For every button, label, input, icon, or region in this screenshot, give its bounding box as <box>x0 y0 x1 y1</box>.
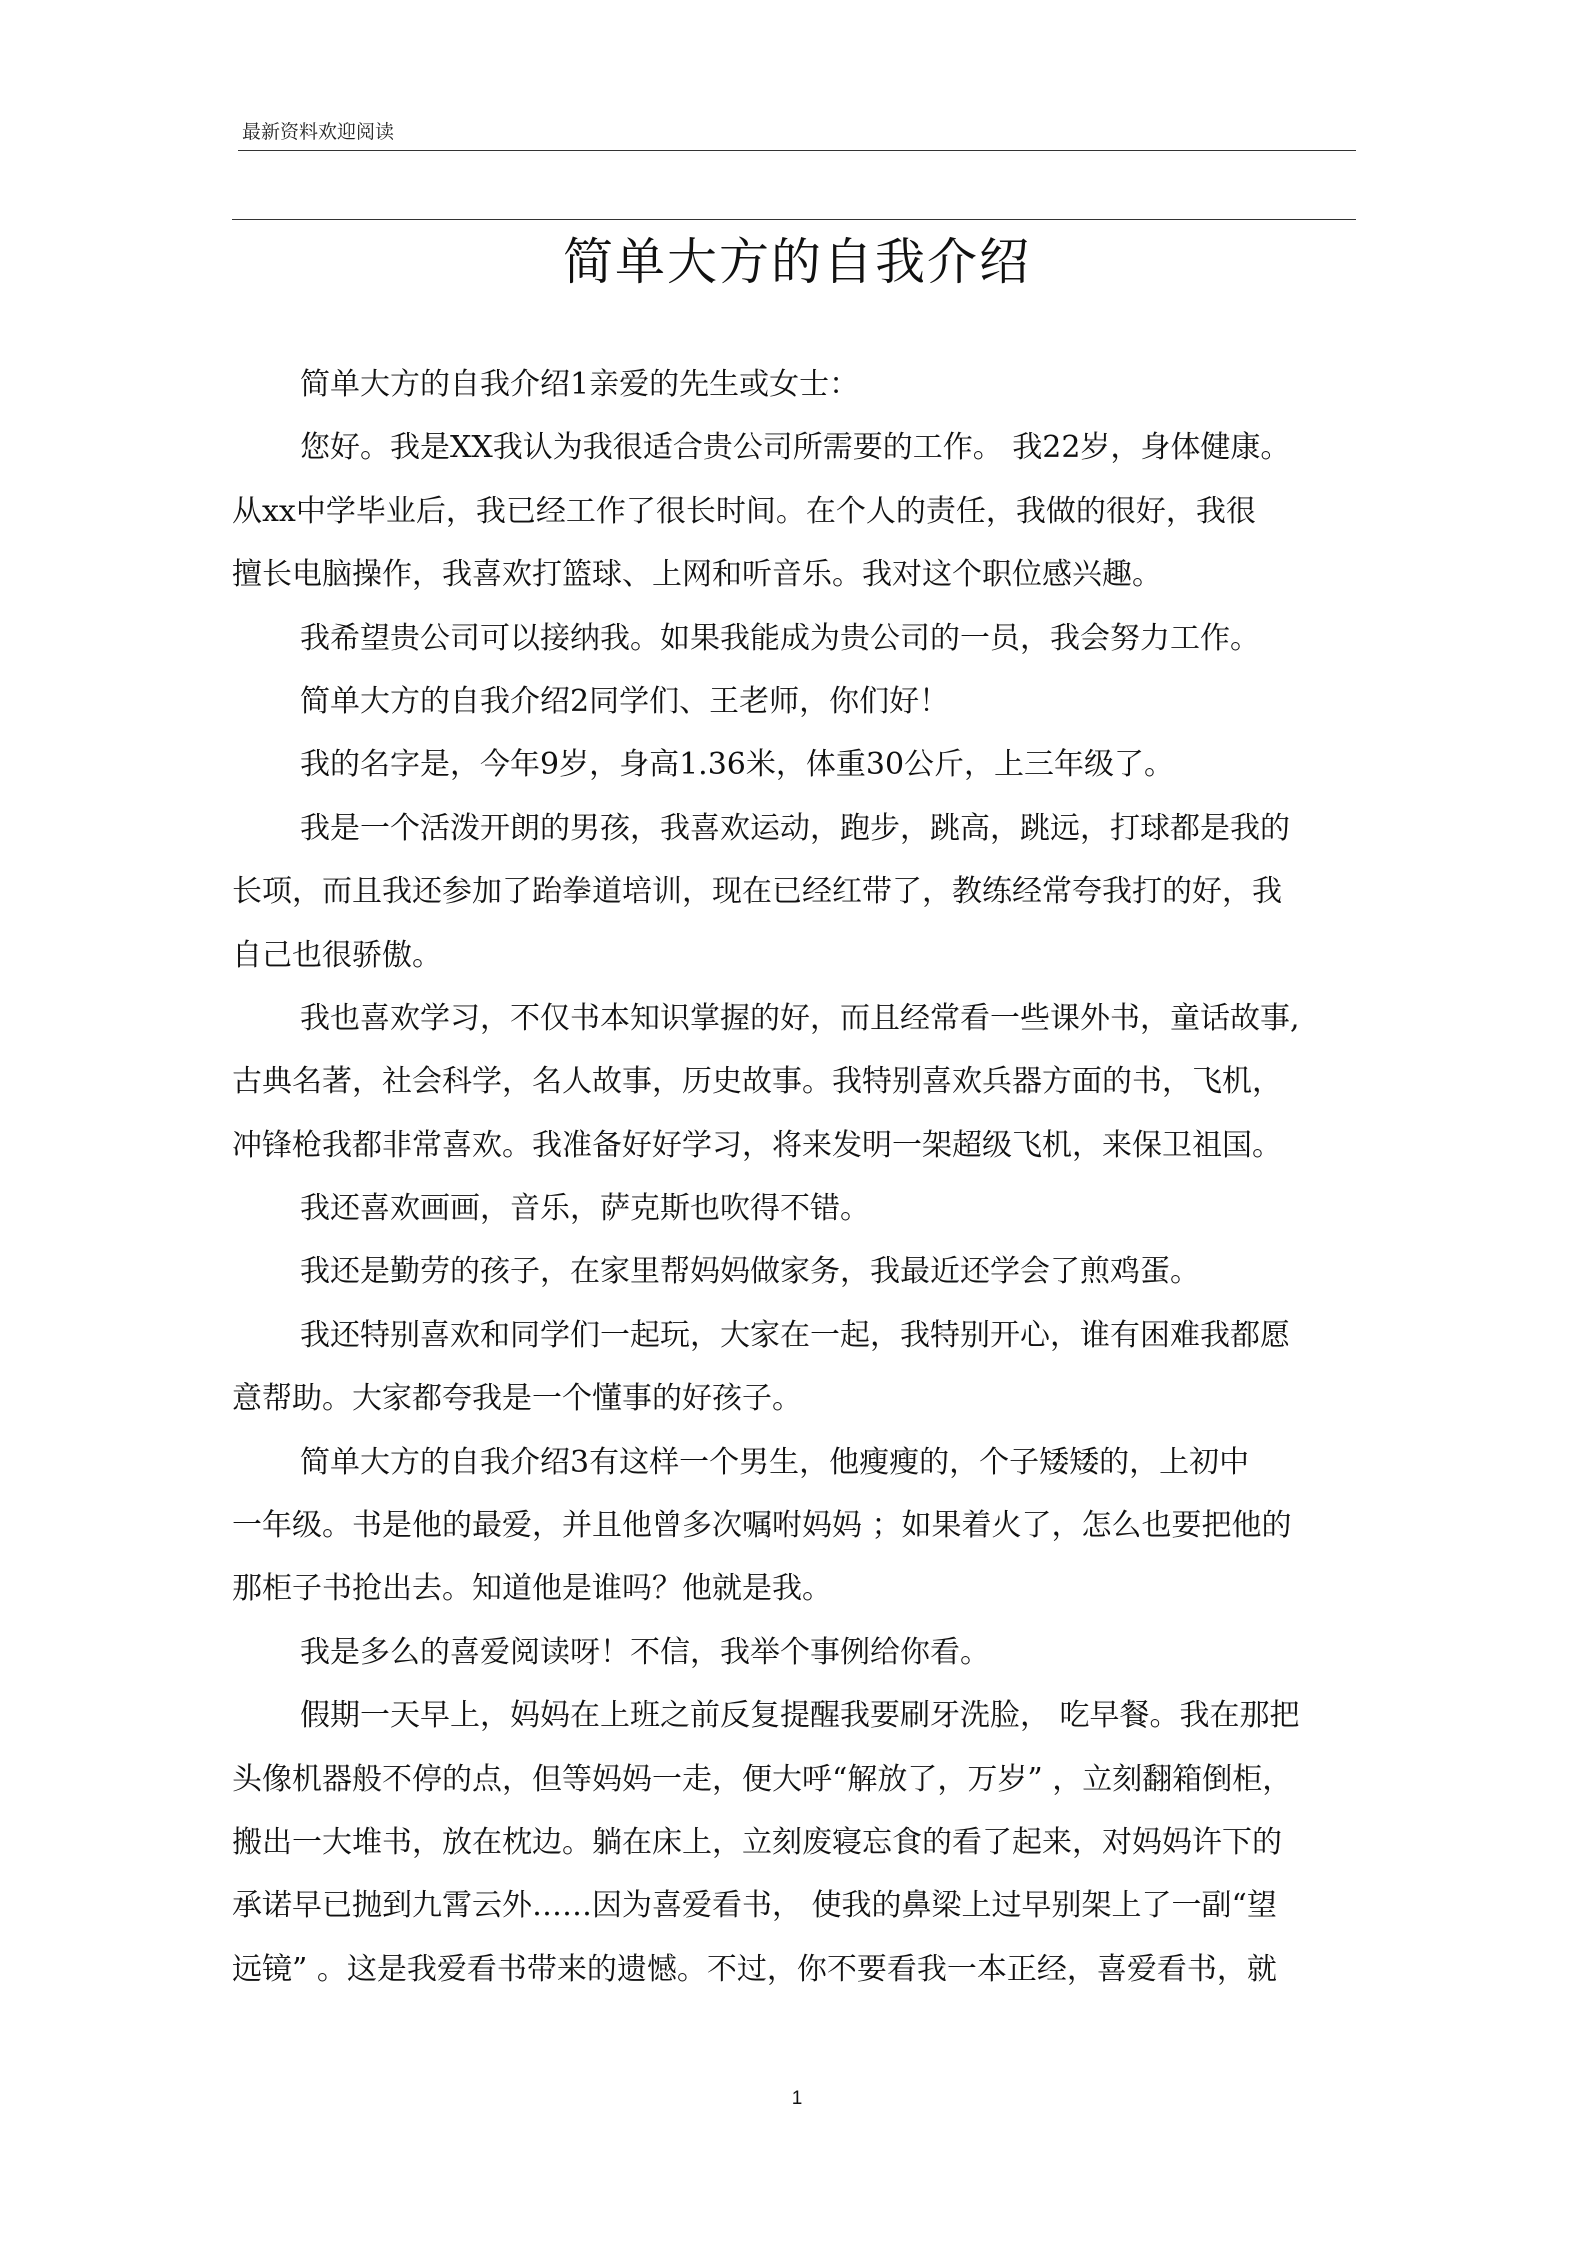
body-line: 自己也很骄傲。 <box>232 937 442 973</box>
body-line: 假期一天早上，妈妈在上班之前反复提醒我要刷牙洗脸， 吃早餐。我在那把 <box>300 1698 1300 1734</box>
body-line: 简单大方的自我介绍1亲爱的先生或女士： <box>300 367 860 402</box>
page-number: 1 <box>791 2088 803 2109</box>
body-line: 我还是勤劳的孩子，在家里帮妈妈做家务，我最近还学会了煎鸡蛋。 <box>300 1254 1200 1290</box>
header-divider <box>238 150 1356 151</box>
body-line: 简单大方的自我介绍2同学们、王老师，你们好！ <box>300 683 950 719</box>
body-line: 那柜子书抢出去。知道他是谁吗？他就是我。 <box>232 1571 832 1607</box>
body-line: 我还喜欢画画，音乐，萨克斯也吹得不错。 <box>300 1191 870 1227</box>
body-line: 远镜” 。这是我爱看书带来的遗憾。不过，你不要看我一本正经，喜爱看书，就 <box>232 1951 1277 1987</box>
body-line: 承诺早已抛到九霄云外……因为喜爱看书， 使我的鼻梁上过早别架上了一副“望 <box>232 1888 1277 1924</box>
title-divider <box>232 219 1356 220</box>
body-line: 我也喜欢学习，不仅书本知识掌握的好，而且经常看一些课外书，童话故事, <box>300 1000 1300 1036</box>
body-line: 我是一个活泼开朗的男孩，我喜欢运动，跑步，跳高，跳远，打球都是我的 <box>300 810 1290 846</box>
document-body <box>232 353 1322 2001</box>
body-line: 冲锋枪我都非常喜欢。我准备好好学习，将来发明一架超级飞机，来保卫祖国。 <box>232 1127 1282 1163</box>
body-line: 长项，而且我还参加了跆拳道培训，现在已经红带了，教练经常夸我打的好，我 <box>232 874 1282 910</box>
body-line: 一年级。书是他的最爱，并且他曾多次嘱咐妈妈 ；如果着火了，怎么也要把他的 <box>232 1508 1292 1544</box>
body-line: 简单大方的自我介绍3有这样一个男生，他瘦瘦的，个子矮矮的，上初中 <box>300 1444 1250 1480</box>
body-line: 擅长电脑操作，我喜欢打篮球、上网和听音乐。我对这个职位感兴趣。 <box>232 557 1162 593</box>
body-line: 我还特别喜欢和同学们一起玩，大家在一起，我特别开心，谁有困难我都愿 <box>300 1317 1290 1353</box>
body-line: 古典名著，社会科学，名人故事，历史故事。我特别喜欢兵器方面的书，飞机， <box>232 1064 1282 1100</box>
document-title: 简单大方的自我介绍 <box>563 233 1031 291</box>
body-line: 您好。我是XX我认为我很适合贵公司所需要的工作。 我22岁，身体健康。 <box>300 430 1291 466</box>
body-line: 我是多么的喜爱阅读呀！不信，我举个事例给你看。 <box>300 1634 990 1670</box>
body-line: 我希望贵公司可以接纳我。如果我能成为贵公司的一员，我会努力工作。 <box>300 620 1260 656</box>
body-line: 我的名字是，今年9岁，身高1.36米，体重30公斤，上三年级了。 <box>300 747 1175 783</box>
body-line: 搬出一大堆书，放在枕边。躺在床上，立刻废寝忘食的看了起来，对妈妈许下的 <box>232 1824 1282 1860</box>
body-line: 意帮助。大家都夸我是一个懂事的好孩子。 <box>232 1381 802 1417</box>
body-line: 从xx中学毕业后，我已经工作了很长时间。在个人的责任，我做的很好，我很 <box>232 493 1256 529</box>
header-text: 最新资料欢迎阅读 <box>242 121 395 143</box>
body-line: 头像机器般不停的点，但等妈妈一走，便大呼“解放了，万岁” ，立刻翻箱倒柜， <box>232 1761 1293 1797</box>
